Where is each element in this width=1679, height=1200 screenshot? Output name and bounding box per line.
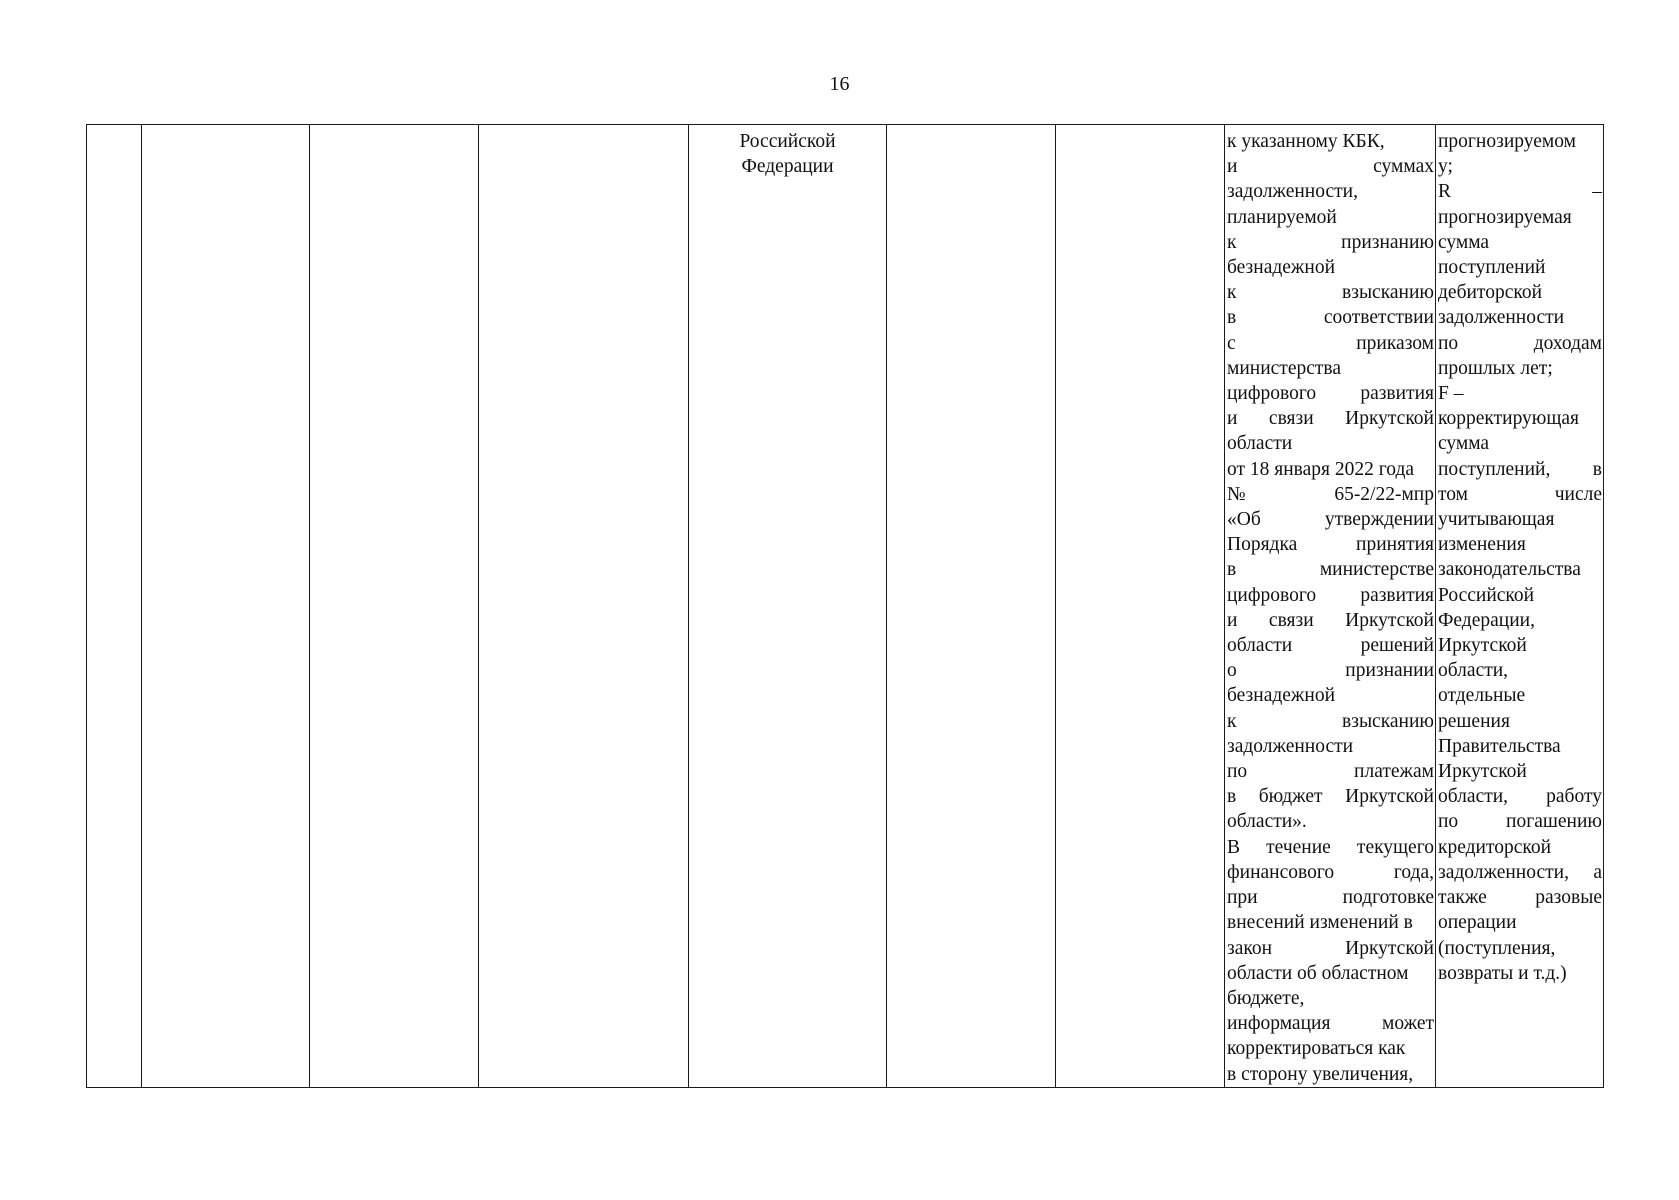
col9-text (1438, 129, 1602, 986)
word: в (1592, 458, 1602, 480)
col9-line: области, (1438, 660, 1509, 682)
col9-line: изменения (1438, 534, 1526, 556)
word: информация (1227, 1013, 1331, 1035)
col9-line: решения (1438, 710, 1510, 732)
word: подготовке (1342, 887, 1434, 909)
word: 65-2/22-мпр (1334, 483, 1434, 505)
word: приказом (1356, 332, 1434, 354)
word: области, (1438, 786, 1509, 808)
col8-line (1227, 532, 1434, 557)
word: к (1227, 710, 1237, 732)
word: финансового (1227, 861, 1335, 883)
word: том (1438, 483, 1468, 505)
word: суммах (1373, 156, 1434, 178)
col9-line: сумма (1438, 231, 1490, 253)
word: по (1227, 761, 1248, 783)
col8-line (1227, 936, 1434, 961)
word: работу (1546, 786, 1602, 808)
col8-line: в сторону увеличения, (1227, 1063, 1414, 1085)
col8-line (1227, 154, 1434, 179)
col8-line (1227, 860, 1434, 885)
word: года, (1393, 861, 1434, 883)
col8-line (1227, 583, 1434, 608)
word: течение (1266, 836, 1331, 858)
table-cell-col8 (1225, 125, 1436, 1088)
col8-line (1227, 633, 1434, 658)
col8-line: задолженности, (1227, 181, 1358, 203)
document-table (86, 124, 1604, 1088)
col9-line: Иркутской (1438, 635, 1527, 657)
table-cell-col6 (887, 125, 1056, 1088)
col8-line (1227, 331, 1434, 356)
word: В (1227, 836, 1241, 858)
col8-text (1227, 129, 1434, 1087)
col8-line (1227, 507, 1434, 532)
col8-line (1227, 885, 1434, 910)
col9-line: поступлений (1438, 257, 1546, 279)
col8-line: от 18 января 2022 года (1227, 458, 1415, 480)
col8-line (1227, 381, 1434, 406)
col8-line: безнадежной (1227, 685, 1336, 707)
col8-line (1227, 482, 1434, 507)
col9-line: прошлых лет; (1438, 357, 1553, 379)
col9-line (1438, 179, 1602, 204)
table-cell-col2 (142, 125, 310, 1088)
col9-line (1438, 885, 1602, 910)
word: № (1227, 483, 1246, 505)
word: а (1593, 861, 1602, 883)
word: министерстве (1319, 559, 1434, 581)
col9-line: сумма (1438, 433, 1490, 455)
word: Иркутской (1345, 937, 1434, 959)
col5-line: Федерации (741, 156, 834, 178)
word: и (1227, 609, 1238, 631)
col8-line (1227, 759, 1434, 784)
word: Иркутской (1345, 408, 1434, 430)
col9-line: корректирующая (1438, 408, 1580, 430)
col8-line (1227, 280, 1434, 305)
word: R (1438, 181, 1452, 203)
table-cell-col3 (310, 125, 479, 1088)
word: доходам (1533, 332, 1602, 354)
word: Иркутской (1345, 786, 1434, 808)
col9-line: прогнозируемая (1438, 206, 1572, 228)
table-cell-col1 (87, 125, 142, 1088)
col9-line: учитывающая (1438, 509, 1555, 531)
table-cell-col9 (1436, 125, 1604, 1088)
table-cell-col5 (689, 125, 887, 1088)
word: разовые (1535, 887, 1602, 909)
word: задолженности, (1438, 861, 1569, 883)
word: закон (1227, 937, 1273, 959)
word: области (1227, 635, 1293, 657)
col8-line (1227, 835, 1434, 860)
col9-line: законодательства (1438, 559, 1581, 581)
word: к (1227, 231, 1237, 253)
col8-line: министерства (1227, 357, 1342, 379)
col9-line: Российской (1438, 584, 1535, 606)
col8-line (1227, 557, 1434, 582)
word: – (1592, 181, 1602, 203)
col9-line: возвраты и т.д.) (1438, 962, 1567, 984)
col9-line: кредиторской (1438, 836, 1552, 858)
col8-line: области». (1227, 811, 1307, 833)
word: решений (1360, 635, 1434, 657)
word: взысканию (1342, 710, 1434, 732)
word: цифрового (1227, 383, 1317, 405)
col8-line: бюджете, (1227, 987, 1305, 1009)
word: утверждении (1324, 509, 1434, 531)
col9-line (1438, 860, 1602, 885)
col5-line: Российской (739, 131, 836, 152)
table-row (87, 125, 1604, 1088)
page-number: 16 (829, 73, 850, 95)
word: платежам (1354, 761, 1434, 783)
word: текущего (1356, 836, 1434, 858)
word: соответствии (1323, 307, 1434, 329)
col8-line (1227, 1011, 1434, 1036)
col9-line (1438, 331, 1602, 356)
word: по (1438, 811, 1459, 833)
word: развития (1360, 584, 1434, 606)
col8-line: корректироваться как (1227, 1038, 1406, 1060)
table-cell-col7 (1056, 125, 1225, 1088)
col8-line (1227, 406, 1434, 431)
col8-line (1227, 230, 1434, 255)
col8-line: планируемой (1227, 206, 1337, 228)
word: взысканию (1342, 282, 1434, 304)
col8-line (1227, 658, 1434, 683)
col8-line (1227, 784, 1434, 809)
col9-line: F – (1438, 383, 1464, 405)
word: погашению (1506, 811, 1602, 833)
col9-line: Федерации, (1438, 609, 1535, 631)
word: бюджет (1258, 786, 1323, 808)
word: поступлений, (1438, 458, 1551, 480)
col9-line: (поступления, (1438, 937, 1556, 959)
word: и (1227, 156, 1238, 178)
table-cell-col4 (479, 125, 689, 1088)
col9-line (1438, 457, 1602, 482)
word: развития (1360, 383, 1434, 405)
col9-line: Правительства (1438, 735, 1561, 757)
col8-line: внесений изменений в (1227, 912, 1413, 934)
word: связи (1268, 408, 1314, 430)
word: «Об (1227, 509, 1261, 531)
word: цифрового (1227, 584, 1317, 606)
word: связи (1268, 609, 1314, 631)
col8-line: области об областном (1227, 962, 1409, 984)
word: может (1382, 1013, 1434, 1035)
word: при (1227, 887, 1258, 909)
col8-line (1227, 305, 1434, 330)
word: также (1438, 887, 1487, 909)
col9-line: прогнозируемом (1438, 131, 1576, 152)
col5-text (689, 129, 886, 179)
word: в (1227, 307, 1237, 329)
word: признании (1345, 660, 1434, 682)
col8-line: задолженности (1227, 735, 1354, 757)
word: в (1227, 786, 1237, 808)
col9-line: операции (1438, 912, 1517, 934)
col8-line: области (1227, 433, 1293, 455)
word: признанию (1341, 231, 1434, 253)
col9-line (1438, 482, 1602, 507)
word: принятия (1356, 534, 1434, 556)
col9-line: дебиторской (1438, 282, 1543, 304)
col8-line (1227, 709, 1434, 734)
word: в (1227, 559, 1237, 581)
col9-line (1438, 784, 1602, 809)
word: о (1227, 660, 1237, 682)
col9-line (1438, 809, 1602, 834)
word: Порядка (1227, 534, 1298, 556)
col8-line (1227, 608, 1434, 633)
col9-line: задолженности (1438, 307, 1565, 329)
word: с (1227, 332, 1236, 354)
word: числе (1554, 483, 1602, 505)
word: по (1438, 332, 1459, 354)
col8-line: безнадежной (1227, 257, 1336, 279)
word: и (1227, 408, 1238, 430)
col8-line: к указанному КБК, (1227, 131, 1385, 152)
word: Иркутской (1345, 609, 1434, 631)
col9-line: у; (1438, 156, 1453, 178)
word: к (1227, 282, 1237, 304)
col9-line: Иркутской (1438, 761, 1527, 783)
col9-line: отдельные (1438, 685, 1526, 707)
